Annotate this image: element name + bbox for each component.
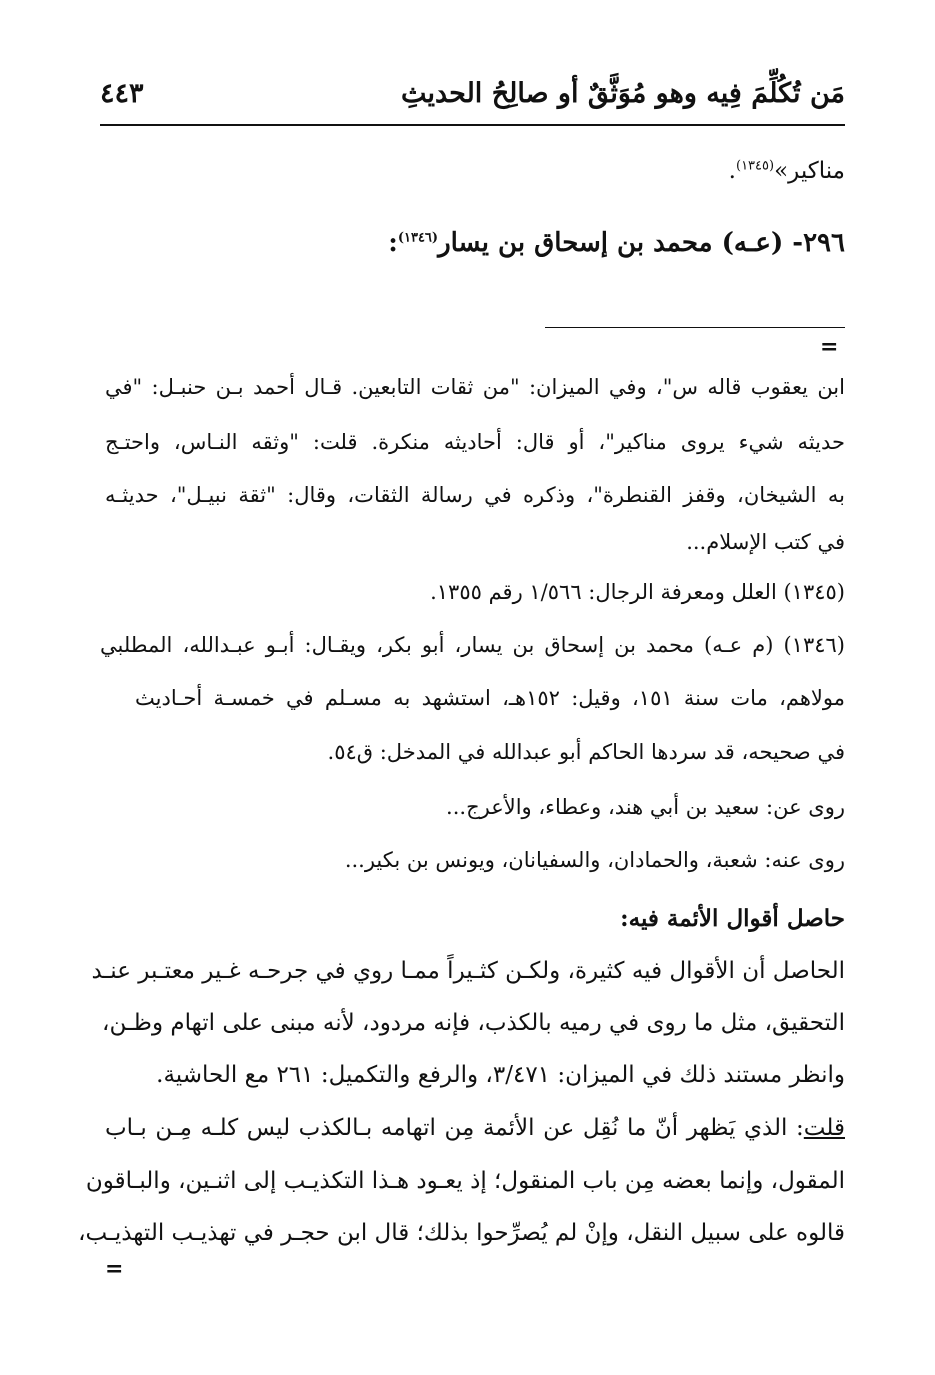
qult-line-2: المقول، وإنما بعضه مِن باب المنقول؛ إذ يعـود هـذا التكذيـب إلى اثنـين، والبـاقون (85, 1168, 845, 1194)
continuation-mark-bottom: = (105, 1256, 124, 1282)
period: . (728, 158, 736, 184)
footnote-prev-line-4: في كتب الإسلام... (686, 530, 845, 554)
footnote-prev-line-3: به الشيخان، وقفز القنطرة"، وذكره في رسالة الثقات، وقال: "ثقة نبيـل"، حديثـه (105, 483, 845, 507)
qult-line-1-text: : الذي يَظهر أنّ ما نُقِل عن الأئمة مِن اتهامه بـالكذب ليس كلـه مِـن بـاب (105, 1115, 804, 1141)
summary-line-3: وانظر مستند ذلك في الميزان: ٣/٤٧١، والرفع والتكميل: ٢٦١ مع الحاشية. (156, 1062, 845, 1088)
footnote-ref-1345: (١٣٤٥) (735, 158, 775, 174)
footnote-1345: (١٣٤٥) العلل ومعرفة الرجال: ١/٥٦٦ رقم ١٣٥٥. (430, 580, 845, 604)
entry-title-text: ٢٩٦- (عـه) محمد بن إسحاق بن يسار (438, 228, 845, 258)
page-number: ٤٤٣ (100, 78, 144, 109)
footnote-1346-line-5: روى عنه: شعبة، والحمادان، والسفيانان، ويونس بن بكير... (344, 848, 845, 872)
footnote-1346-line-1: (١٣٤٦) (م عـه) محمد بن إسحاق بن يسار، أبو بكر، ويقـال: أبـو عبـدالله، المطلبي (100, 633, 845, 657)
footnote-1346-line-3: في صحيحه، قد سردها الحاكم أبو عبدالله في المدخل: ق٥٤. (327, 740, 845, 764)
summary-line-1: الحاصل أن الأقوال فيه كثيرة، ولكـن كثـيراً ممـا روي في جرحـه غـير معتـبر عنـد (91, 958, 845, 984)
footnote-1346-line-2: مولاهم، مات سنة ١٥١، وقيل: ١٥٢هـ، استشهد به مسـلم في خمسـة أحـاديث (135, 686, 846, 710)
header-rule (100, 124, 845, 126)
section-heading: حاصل أقوال الأئمة فيه: (620, 905, 845, 932)
qult-line-1 (105, 1115, 845, 1141)
body-text: مناكير» (774, 158, 845, 184)
qult-line-3: قالوه على سبيل النقل، وإنْ لم يُصرِّحوا بذلك؛ قال ابن حجـر في تهذيـب التهذيـب، (78, 1220, 845, 1246)
colon: : (388, 228, 398, 258)
summary-line-2: التحقيق، مثل ما روى في رميه بالكذب، فإنه مردود، لأنه مبنى على اتهام وظـن، (102, 1010, 845, 1036)
page-header (100, 72, 845, 124)
running-title: مَن تُكُلِّمَ فِيه وهو مُوَثَّقٌ أو صالِحُ الحديثِ (400, 78, 845, 109)
continuation-mark-top: = (820, 334, 839, 360)
footnote-separator (545, 327, 845, 328)
body-line-manakir (729, 158, 845, 184)
footnote-prev-line-2: حديثه شيء يروى مناكير"، أو قال: أحاديثه منكرة. قلت: "وثقه النـاس، واحتـج (105, 430, 845, 454)
qult-word: قلت (803, 1115, 845, 1141)
footnote-1346-line-4: روى عن: سعيد بن أبي هند، وعطاء، والأعرج... (446, 795, 845, 819)
footnote-ref-1346: (١٣٤٦) (397, 230, 439, 246)
entry-title (388, 228, 845, 258)
footnote-prev-line-1: ابن يعقوب قاله س"، وفي الميزان: "من ثقات التابعين. قـال أحمد بـن حنبـل: "في (105, 375, 845, 399)
